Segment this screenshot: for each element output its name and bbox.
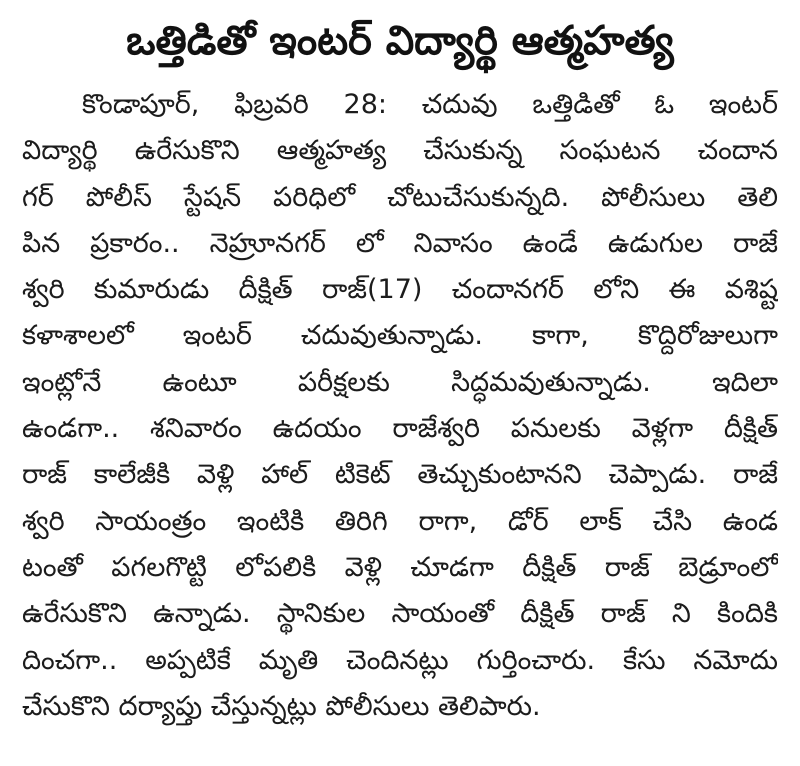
article-body-line: విద్యార్థి ఉరేసుకొని ఆత్మహత్య చేసుకున్న సంఘటన చందాన xyxy=(22,135,778,167)
article-body-line: ఉరేసుకొని ఉన్నాడు. స్థానికుల సాయంతో దీక్షిత్ రాజ్ ని కిందికి xyxy=(22,598,778,630)
article-body-line: కళాశాలలో ఇంటర్ చదువుతున్నాడు. కాగా, కొద్దిరోజులుగా xyxy=(22,320,778,352)
article-body-line: శ్వరి సాయంత్రం ఇంటికి తిరిగి రాగా, డోర్ లాక్ చేసి ఉండ xyxy=(22,505,778,537)
article-body xyxy=(22,82,778,730)
article-headline: ఒత్తిడితో ఇంటర్ విద్యార్థి ఆత్మహత్య xyxy=(126,18,674,64)
article-body-line: గర్ పోలీస్ స్టేషన్ పరిధిలో చోటుచేసుకున్నది. పోలీసులు తెలి xyxy=(22,181,778,213)
article-body-line: టంతో పగలగొట్టి లోపలికి వెళ్లి చూడగా దీక్షిత్ రాజ్ బెడ్రూంలో xyxy=(22,551,778,583)
article-body-line: పిన ప్రకారం.. నెహ్రూనగర్ లో నివాసం ఉండే ఉడుగుల రాజే xyxy=(22,227,778,259)
article-body-line: ఉండగా.. శనివారం ఉదయం రాజేశ్వరి పనులకు వెళ్లగా దీక్షిత్ xyxy=(22,413,778,445)
article-body-line: శ్వరి కుమారుడు దీక్షిత్ రాజ్(17) చందానగర్ లోని ఈ వశిష్ట xyxy=(22,274,778,306)
article-body-line: ఇంట్లోనే ఉంటూ పరీక్షలకు సిద్ధమవుతున్నాడు. ఇదిలా xyxy=(22,366,778,398)
article-body-line: చేసుకొని దర్యాప్తు చేస్తున్నట్లు పోలీసులు తెలిపారు. xyxy=(22,690,541,722)
article-body-line: రాజ్ కాలేజీకి వెళ్లి హాల్ టికెట్ తెచ్చుకుంటానని చెప్పాడు. రాజే xyxy=(22,459,778,491)
article-body-line: కొండాపూర్, ఫిబ్రవరి 28: చదువు ఒత్తిడితో ఓ ఇంటర్ xyxy=(82,89,778,120)
article-body-line: దించగా.. అప్పటికే మృతి చెందినట్లు గుర్తించారు. కేసు నమోదు xyxy=(22,644,778,676)
